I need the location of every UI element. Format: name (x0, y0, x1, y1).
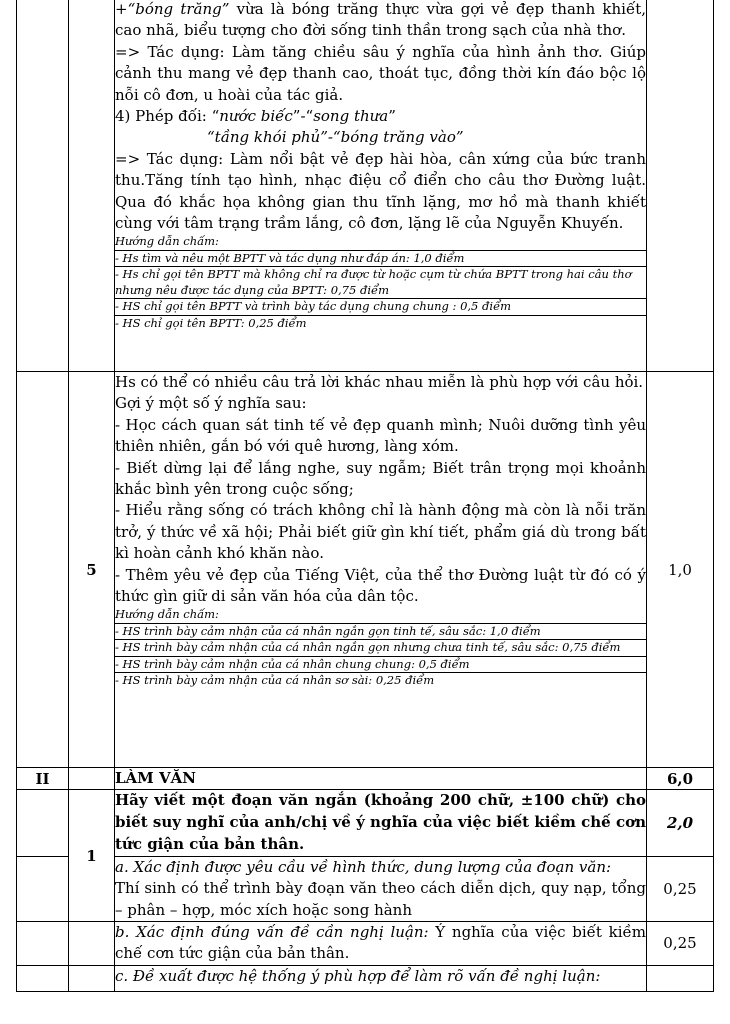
answer-paragraph: +“bóng trăng” vừa là bóng trăng thực vừa gợi vẻ đẹp thanh khiết, cao nhã, biểu tượng cho đời sống tinh thần trong sạch của nhà thơ. (115, 0, 647, 40)
grading-guide-item: - HS chỉ gọi tên BPTT: 0,25 điểm (115, 315, 646, 332)
criteria-score: 0,25 (647, 922, 714, 966)
grading-guide-item: - HS trình bày cảm nhận của cá nhân ngắn gọn tinh tế, sâu sắc: 1,0 điểm (115, 623, 646, 640)
question-prompt: Hãy viết một đoạn văn ngắn (khoảng 200 chữ, ±100 chữ) cho biết suy nghĩ của anh/chị về ý nghĩa của việc biết kiềm chế cơn tức giận của bản thân. (115, 791, 646, 853)
question-number-cell (69, 768, 115, 790)
grading-guide-item: - HS trình bày cảm nhận của cá nhân ngắn gọn nhưng chưa tinh tế, sâu sắc: 0,75 điểm (115, 639, 646, 656)
table-row (17, 922, 714, 966)
answer-paragraph: Gợi ý một số ý nghĩa sau: (115, 394, 307, 413)
question-number: 1 (69, 790, 115, 922)
section-cell (17, 856, 69, 921)
score-cell (647, 965, 714, 991)
answer-paragraph: 4) Phép đối: “nước biếc”-“song thưa” (115, 107, 396, 126)
grading-guide-item: - HS chỉ gọi tên BPTT và trình bày tác dụng chung chung : 0,5 điểm (115, 298, 646, 315)
answer-paragraph: - Hiểu rằng sống có trách không chỉ là hành động mà còn là nỗi trăn trở, ý thức về xã hội; Phải biết giữ gìn khí tiết, phẩm giá dù trong bất kì hoàn cảnh khó khăn nào. (115, 501, 646, 563)
criteria-detail: Thí sinh có thể trình bày đoạn văn theo cách diễn dịch, quy nạp, tổng – phân – hợp, móc xích hoặc song hành (115, 879, 646, 919)
grading-guide-item: - HS trình bày cảm nhận của cá nhân sơ sài: 0,25 điểm (115, 672, 646, 689)
grading-guide-item: - HS trình bày cảm nhận của cá nhân chung chung: 0,5 điểm (115, 656, 646, 673)
table-row (17, 965, 714, 991)
grading-guide-item: - Hs chỉ gọi tên BPTT mà không chỉ ra được từ hoặc cụm từ chứa BPTT trong hai câu thơ nhưng nêu được tác dụng của BPTT: 0,75 điểm (115, 266, 646, 298)
table-row (17, 0, 714, 372)
criteria-text (115, 857, 646, 921)
grading-guide-title: Hướng dẫn chấm: (115, 234, 219, 249)
answer-paragraph: - Thêm yêu vẻ đẹp của Tiếng Việt, của thể thơ Đường luật từ đó có ý thức gìn giữ di sản văn hóa của dân tộc. (115, 565, 646, 606)
grading-guide-item: - Hs tìm và nêu một BPTT và tác dụng như đáp án: 1,0 điểm (115, 250, 646, 267)
criteria-label: a. Xác định được yêu cầu về hình thức, dung lượng của đoạn văn: (115, 857, 612, 876)
answer-paragraph: - Học cách quan sát tinh tế vẻ đẹp quanh mình; Nuôi dưỡng tình yêu thiên nhiên, gắn bó với quê hương, làng xóm. (115, 415, 646, 456)
answer-paragraph: “tầng khói phủ”-“bóng trăng vào” (207, 128, 464, 147)
section-score: 6,0 (647, 768, 714, 790)
answer-paragraph: => Tác dụng: Làm tăng chiều sâu ý nghĩa của hình ảnh thơ. Giúp cảnh thu mang vẻ đẹp thanh cao, thoát tục, đồng thời kín đáo bộc lộ nỗi cô đơn, u hoài của tác giả. (115, 42, 646, 104)
criteria-label: c. Đề xuất được hệ thống ý phù hợp để làm rõ vấn đề nghị luận: (115, 966, 601, 985)
table-row (17, 790, 714, 856)
answer-content-cell (115, 0, 647, 372)
question-prompt-cell (115, 790, 647, 856)
criteria-cell (115, 965, 647, 991)
criteria-cell (115, 922, 647, 966)
section-cell (17, 922, 69, 966)
section-cell (17, 790, 69, 856)
section-number: II (17, 768, 69, 790)
question-number-cell (69, 0, 115, 372)
criteria-score: 0,25 (647, 856, 714, 921)
table-row (17, 372, 714, 768)
answer-paragraph: - Biết dừng lại để lắng nghe, suy ngẫm; Biết trân trọng mọi khoảnh khắc bình yên trong cuộc sống; (115, 458, 646, 499)
question-score: 2,0 (647, 790, 714, 856)
section-cell (17, 372, 69, 768)
table-row (17, 768, 714, 790)
table-row (17, 856, 714, 921)
criteria-label: b. Xác định đúng vấn đề cần nghị luận: (115, 923, 429, 942)
grading-guide-title: Hướng dẫn chấm: (115, 607, 219, 622)
criteria-detail: Ý nghĩa của việc biết kiềm chế cơn tức giận của bản thân. (115, 923, 646, 963)
section-cell (17, 0, 69, 372)
answer-paragraph: Hs có thể có nhiều câu trả lời khác nhau miễn là phù hợp với câu hỏi. (115, 373, 644, 391)
criteria-cell (115, 856, 647, 921)
section-title: LÀM VĂN (115, 768, 647, 790)
score-cell (647, 0, 714, 372)
answer-key-table (16, 0, 714, 992)
question-number-cell (69, 965, 115, 991)
section-cell (17, 965, 69, 991)
answer-paragraph: => Tác dụng: Làm nổi bật vẻ đẹp hài hòa, cân xứng của bức tranh thu.Tăng tính tạo hình, nhạc điệu cổ điển cho câu thơ Đường luật. Qua đó khắc họa không gian thu tĩnh lặng, mơ hồ mà thanh khiết cùng với tâm trạng trầm lắng, cô đơn, lặng lẽ của Nguyễn Khuyến. (115, 149, 646, 233)
score-value: 1,0 (647, 372, 714, 768)
answer-content-cell (115, 372, 647, 768)
criteria-text (115, 922, 646, 965)
question-number-cell (69, 922, 115, 966)
question-number: 5 (69, 372, 115, 768)
